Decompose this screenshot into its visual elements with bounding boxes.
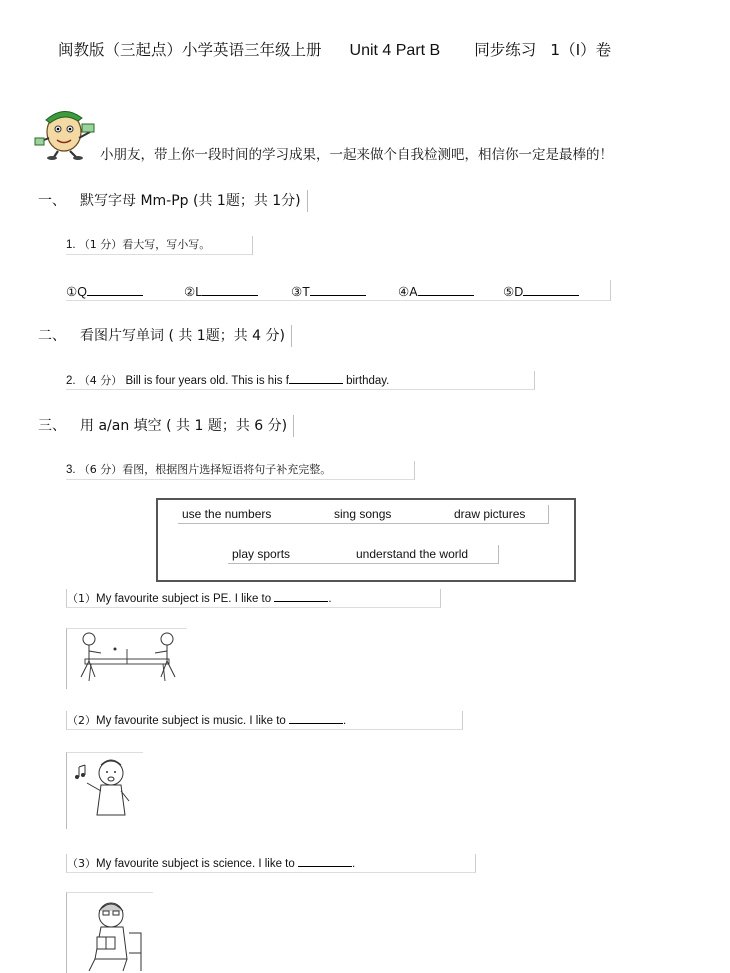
singing-boy-picture [66, 752, 143, 829]
question-1-prompt [66, 236, 253, 255]
word-bank [156, 498, 576, 582]
sub-question-3-blank[interactable] [298, 854, 352, 867]
word-option: play sports [232, 547, 291, 561]
title-practice: 同步练习 [474, 41, 537, 59]
section-3-number: 三、 [38, 418, 66, 434]
answer-blank-2[interactable] [202, 283, 258, 296]
question-3-prompt [66, 461, 415, 480]
answer-blank-5[interactable] [523, 283, 579, 296]
section-3-title: 用 a/an 填空 ( 共 1 题；共 6 分) [80, 418, 288, 434]
question-2-text-after: birthday. [342, 375, 390, 387]
section-2-number: 二、 [38, 328, 66, 344]
question-2-number: 2. [66, 375, 76, 387]
section-2-title: 看图片写单词 ( 共 1题；共 4 分) [80, 328, 285, 344]
question-2 [66, 371, 535, 390]
answer-item-1 [66, 283, 143, 299]
section-2-heading [38, 325, 292, 347]
title-unit: Unit 4 Part B [349, 42, 441, 59]
section-1-number: 一、 [38, 193, 66, 209]
word-option: understand the world [356, 547, 469, 561]
question-2-text-before: Bill is four years old. This is his f [125, 375, 289, 387]
question-1-text: （1 分）看大写，写小写。 [78, 238, 211, 251]
answer-item-3-label: ③T [291, 285, 310, 299]
section-1-title: 默写字母 Mm-Pp (共 1题；共 1分) [80, 193, 301, 209]
word-option: sing songs [334, 507, 392, 521]
answer-blank-1[interactable] [87, 283, 143, 296]
answer-blank-4[interactable] [418, 283, 474, 296]
intro-text: 小朋友，带上你一段时间的学习成果，一起来做个自我检测吧，相信你一定是最棒的！ [100, 147, 613, 163]
answer-item-4-label: ④A [398, 285, 418, 299]
reading-boy-picture [66, 892, 153, 973]
sub-question-3-label: （3） [67, 857, 96, 870]
answer-item-2-label: ②L [184, 285, 203, 299]
title-volume: 1（I）卷 [550, 41, 612, 59]
answer-item-5 [503, 283, 579, 299]
answer-item-1-label: ①Q [66, 285, 87, 299]
sub-question-2-text: My favourite subject is music. I like to [96, 715, 290, 727]
answer-blank-3[interactable] [310, 283, 366, 296]
word-bank-row-2 [228, 545, 499, 564]
question-1-number: 1. [66, 239, 76, 251]
sub-question-1-text: My favourite subject is PE. I like to [96, 593, 275, 605]
answer-item-5-label: ⑤D [503, 285, 524, 299]
sub-question-1-blank[interactable] [274, 589, 328, 602]
question-3-number: 3. [66, 464, 76, 476]
word-option: draw pictures [454, 507, 526, 521]
question-2-blank[interactable] [289, 371, 343, 384]
section-3-heading [38, 415, 294, 437]
sub-question-3 [66, 854, 476, 873]
sub-question-2-blank[interactable] [289, 711, 343, 724]
word-bank-row-1 [178, 505, 549, 524]
sub-question-3-end: . [351, 858, 356, 870]
question-1-answers [66, 280, 611, 301]
title-cn: 闽教版（三起点）小学英语三年级上册 [58, 41, 322, 59]
sub-question-3-text: My favourite subject is science. I like to [96, 858, 298, 870]
answer-item-4 [398, 283, 474, 299]
question-3-text: （6 分）看图，根据图片选择短语将句子补充完整。 [78, 463, 332, 476]
answer-item-3 [291, 283, 366, 299]
word-option: use the numbers [182, 507, 272, 521]
answer-item-2 [184, 283, 258, 299]
sub-question-1-end: . [328, 593, 332, 605]
sub-question-1-label: （1） [67, 592, 96, 605]
mascot-icon [34, 102, 98, 160]
sub-question-1 [66, 589, 441, 608]
ping-pong-picture [66, 628, 187, 689]
page-title [58, 38, 611, 60]
sub-question-2 [66, 711, 463, 730]
sub-question-2-end: . [343, 715, 347, 727]
section-1-heading [38, 190, 308, 212]
question-2-score: （4 分） [78, 374, 123, 387]
sub-question-2-label: （2） [67, 714, 96, 727]
